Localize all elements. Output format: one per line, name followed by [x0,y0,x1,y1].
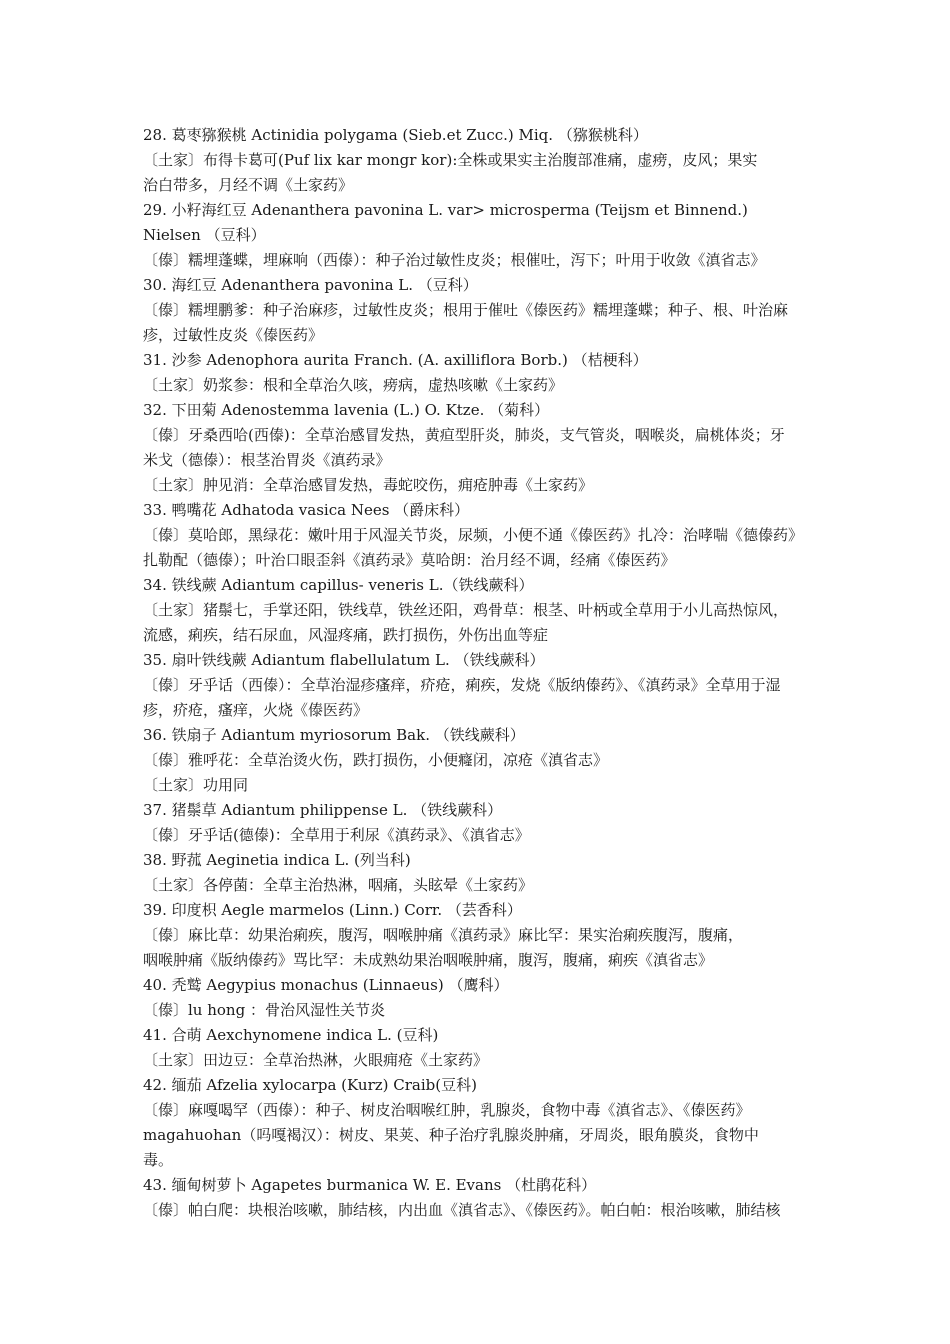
entry-title-37: 37. 猪鬃草 Adiantum philippense L. （铁线蕨科） [143,801,503,819]
entry-title-38: 38. 野菰 Aeginetia indica L. (列当科) [143,851,411,869]
document-body [143,123,813,1223]
entry-text-40-1: 〔傣〕lu hong ：骨治风湿性关节炎 [143,1001,385,1019]
entry-title-31: 31. 沙参 Adenophora aurita Franch. (A. axilliflora Borb.) （桔梗科） [143,351,648,369]
entry-text-36-2: 〔土家〕功用同 [143,776,249,794]
entry-text-38-1: 〔土家〕各停菌：全草主治热淋，咽痛，头眩晕《土家药》 [143,876,534,894]
entry-title-30: 30. 海红豆 Adenanthera pavonina L. （豆科） [143,276,478,294]
entry-text-42-3: 毒。 [143,1151,174,1169]
entry-title-32: 32. 下田菊 Adenostemma lavenia (L.) O. Ktze. （菊科） [143,401,550,419]
entry-text-28-2: 治白带多，月经不调《土家药》 [143,176,354,194]
entry-title-34: 34. 铁线蕨 Adiantum capillus- veneris L.（铁线蕨科） [143,576,534,594]
entry-title-39: 39. 印度枳 Aegle marmelos (Linn.) Corr. （芸香科） [143,901,522,919]
entry-text-37-1: 〔傣〕牙乎话(德傣)：全草用于利尿《滇药录》、《滇省志》 [143,826,530,844]
entry-text-32-1: 〔傣〕牙桑西哈(西傣)：全草治感冒发热，黄疸型肝炎，肺炎，支气管炎，咽喉炎，扁桃体炎；牙 [143,426,785,444]
entry-title-28: 28. 葛枣猕猴桃 Actinidia polygama (Sieb.et Zucc.) Miq. （猕猴桃科） [143,126,648,144]
entry-title-33: 33. 鸭嘴花 Adhatoda vasica Nees （爵床科） [143,501,470,519]
entry-text-28-1: 〔土家〕布得卡葛可(Puf lix kar mongr kor):全株或果实主治腹部准痛，虚痨，皮风；果实 [143,151,758,169]
entry-title-40: 40. 秃鹫 Aegypius monachus (Linnaeus) （鹰科） [143,976,509,994]
entry-text-35-2: 疹，疥疮，瘙痒，火烧《傣医药》 [143,701,369,719]
entry-text-35-1: 〔傣〕牙乎话（西傣）：全草治湿疹瘙痒，疥疮，痢疾，发烧《版纳傣药》、《滇药录》全草用于湿 [143,676,781,694]
entry-text-30-2: 疹，过敏性皮炎《傣医药》 [143,326,324,344]
entry-text-34-1: 〔土家〕猪鬃七，手掌还阳，铁线草，铁丝还阳，鸡骨草：根茎、叶柄或全草用于小儿高热惊风， [143,601,789,619]
entry-text-33-2: 扎勒配（德傣）；叶治口眼歪斜《滇药录》莫哈朗：治月经不调，经痛《傣医药》 [143,551,676,569]
entry-text-39-2: 咽喉肿痛《版纳傣药》骂比罕：未成熟幼果治咽喉肿痛，腹泻，腹痛，痢疾《滇省志》 [143,951,714,969]
entry-text-42-1: 〔傣〕麻嘎喝罕（西傣）：种子、树皮治咽喉红肿，乳腺炎，食物中毒《滇省志》、《傣医药》 [143,1101,751,1119]
entry-title-35: 35. 扇叶铁线蕨 Adiantum flabellulatum L. （铁线蕨科） [143,651,545,669]
entry-text-30-1: 〔傣〕糯埋鹏爹：种子治麻疹，过敏性皮炎；根用于催吐《傣医药》糯埋蓬蝶；种子、根、叶治麻 [143,301,789,319]
entry-title-29: 29. 小籽海红豆 Adenanthera pavonina L. var> microsperma (Teijsm et Binnend.) [143,201,748,219]
entry-title-43: 43. 缅甸树萝卜 Agapetes burmanica W. E. Evans （杜鹃花科） [143,1176,597,1194]
entry-title-41: 41. 合萌 Aexchynomene indica L. (豆科) [143,1026,439,1044]
entry-text-32-3: 〔土家〕肿见消：全草治感冒发热，毒蛇咬伤，痈疮肿毒《土家药》 [143,476,594,494]
entry-text-29-1: 〔傣〕糯埋蓬蝶，埋麻响（西傣）：种子治过敏性皮炎；根催吐，泻下；叶用于收敛《滇省志》 [143,251,766,269]
entry-text-31-1: 〔土家〕奶浆参：根和全草治久咳，痨病，虚热咳嗽《土家药》 [143,376,564,394]
entry-text-34-2: 流感，痢疾，结石尿血，风湿疼痛，跌打损伤，外伤出血等症 [143,626,549,644]
entry-text-32-2: 米戈（德傣）：根茎治胃炎《滇药录》 [143,451,391,469]
entry-text-36-1: 〔傣〕雅呼花：全草治烫火伤，跌打损伤，小便癃闭，凉疮《滇省志》 [143,751,609,769]
entry-text-42-2: magahuohan（吗嘎褐汉）：树皮、果荚、种子治疗乳腺炎肿痛，牙周炎，眼角膜炎，食物中 [143,1126,759,1144]
entry-text-39-1: 〔傣〕麻比草：幼果治痢疾，腹泻，咽喉肿痛《滇药录》麻比罕：果实治痢疾腹泻，腹痛， [143,926,744,944]
entry-title-36: 36. 铁扇子 Adiantum myriosorum Bak. （铁线蕨科） [143,726,525,744]
entry-text-41-1: 〔土家〕田边豆：全草治热淋，火眼痈疮《土家药》 [143,1051,489,1069]
entry-title-42: 42. 缅茄 Afzelia xylocarpa (Kurz) Craib(豆科) [143,1076,477,1094]
entry-text-43-1: 〔傣〕帕白爬：块根治咳嗽，肺结核，内出血《滇省志》、《傣医药》。帕白帕：根治咳嗽，肺结核 [143,1201,781,1219]
entry-text-33-1: 〔傣〕莫哈郎，黑绿花：嫩叶用于风湿关节炎，尿频，小便不通《傣医药》扎冷：治哮喘《德傣药》 [143,526,804,544]
entry-title-29-cont: Nielsen （豆科） [143,226,266,244]
